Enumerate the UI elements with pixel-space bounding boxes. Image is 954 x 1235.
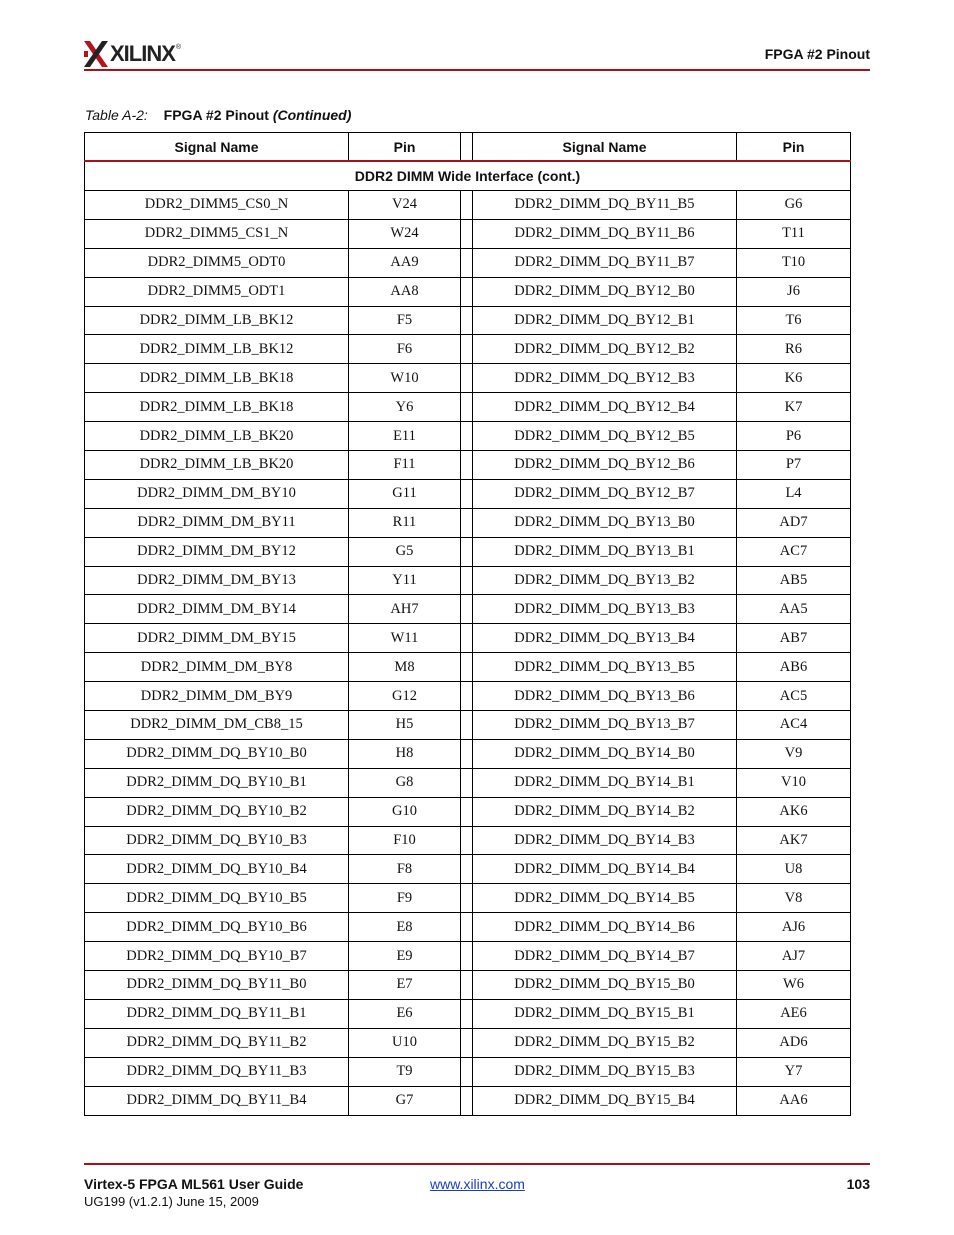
pin-left: Y11 [349,566,461,595]
column-gap [461,335,473,364]
signal-name-left: DDR2_DIMM_DM_BY12 [85,537,349,566]
pin-right: AK7 [737,826,851,855]
signal-name-left: DDR2_DIMM_DQ_BY11_B2 [85,1028,349,1057]
pin-right: K7 [737,393,851,422]
signal-name-left: DDR2_DIMM5_ODT0 [85,248,349,277]
pin-left: F10 [349,826,461,855]
column-gap [461,306,473,335]
table-row [85,537,851,566]
pin-right: AD6 [737,1028,851,1057]
pin-left: G11 [349,479,461,508]
column-gap [461,653,473,682]
signal-name-left: DDR2_DIMM_LB_BK20 [85,422,349,451]
pin-right: K6 [737,364,851,393]
pin-left: F6 [349,335,461,364]
column-gap [461,711,473,740]
header-signal-name-left: Signal Name [85,133,349,162]
signal-name-right: DDR2_DIMM_DQ_BY12_B7 [473,479,737,508]
signal-name-right: DDR2_DIMM_DQ_BY15_B2 [473,1028,737,1057]
pin-right: V8 [737,884,851,913]
pin-left: F5 [349,306,461,335]
pin-left: E11 [349,422,461,451]
pin-right: L4 [737,479,851,508]
pin-left: G8 [349,768,461,797]
signal-name-left: DDR2_DIMM_DM_BY9 [85,682,349,711]
pin-right: AE6 [737,999,851,1028]
caption-label: Table A-2: [85,107,148,123]
signal-name-left: DDR2_DIMM_DQ_BY10_B4 [85,855,349,884]
table-row [85,364,851,393]
column-gap [461,479,473,508]
pin-left: H5 [349,711,461,740]
signal-name-right: DDR2_DIMM_DQ_BY12_B6 [473,451,737,480]
signal-name-left: DDR2_DIMM_DQ_BY10_B2 [85,797,349,826]
pin-left: V24 [349,191,461,220]
pin-left: G5 [349,537,461,566]
signal-name-right: DDR2_DIMM_DQ_BY14_B4 [473,855,737,884]
table-row [85,508,851,537]
page-number: 103 [846,1176,870,1192]
table-header-row [85,133,851,162]
signal-name-right: DDR2_DIMM_DQ_BY11_B6 [473,219,737,248]
table-row [85,595,851,624]
pin-left: E7 [349,971,461,1000]
pin-left: E6 [349,999,461,1028]
pin-left: W24 [349,219,461,248]
table-row [85,479,851,508]
signal-name-right: DDR2_DIMM_DQ_BY12_B2 [473,335,737,364]
column-gap [461,971,473,1000]
signal-name-left: DDR2_DIMM_DQ_BY10_B5 [85,884,349,913]
pin-left: G10 [349,797,461,826]
table-row [85,797,851,826]
pin-right: T11 [737,219,851,248]
pin-right: W6 [737,971,851,1000]
column-gap [461,537,473,566]
signal-name-left: DDR2_DIMM5_CS0_N [85,191,349,220]
pin-right: AA5 [737,595,851,624]
table-row [85,653,851,682]
pin-right: T10 [737,248,851,277]
caption-title: FPGA #2 Pinout [163,107,269,123]
signal-name-right: DDR2_DIMM_DQ_BY13_B0 [473,508,737,537]
table-row [85,335,851,364]
pin-left: F8 [349,855,461,884]
signal-name-right: DDR2_DIMM_DQ_BY15_B3 [473,1057,737,1086]
column-gap [461,191,473,220]
signal-name-left: DDR2_DIMM_DM_BY11 [85,508,349,537]
column-gap [461,1028,473,1057]
column-gap [461,855,473,884]
pin-left: U10 [349,1028,461,1057]
signal-name-right: DDR2_DIMM_DQ_BY13_B2 [473,566,737,595]
table-row [85,1028,851,1057]
signal-name-right: DDR2_DIMM_DQ_BY12_B4 [473,393,737,422]
signal-name-left: DDR2_DIMM_DQ_BY10_B7 [85,942,349,971]
footer-doc-title: Virtex-5 FPGA ML561 User Guide [84,1176,304,1192]
pin-left: F11 [349,451,461,480]
pin-right: AB5 [737,566,851,595]
table-row [85,942,851,971]
column-gap [461,942,473,971]
signal-name-right: DDR2_DIMM_DQ_BY12_B3 [473,364,737,393]
signal-name-right: DDR2_DIMM_DQ_BY15_B1 [473,999,737,1028]
signal-name-left: DDR2_DIMM_DQ_BY10_B6 [85,913,349,942]
signal-name-right: DDR2_DIMM_DQ_BY12_B5 [473,422,737,451]
pin-left: T9 [349,1057,461,1086]
table-row [85,884,851,913]
pin-left: E8 [349,913,461,942]
pin-right: P7 [737,451,851,480]
pin-left: W11 [349,624,461,653]
header-signal-name-right: Signal Name [473,133,737,162]
column-gap [461,277,473,306]
pin-right: AD7 [737,508,851,537]
signal-name-left: DDR2_DIMM_DQ_BY11_B4 [85,1086,349,1115]
header-pin-left: Pin [349,133,461,162]
pin-right: V10 [737,768,851,797]
footer-website-link[interactable]: www.xilinx.com [430,1176,525,1192]
table-row [85,999,851,1028]
signal-name-right: DDR2_DIMM_DQ_BY14_B1 [473,768,737,797]
pin-right: AJ6 [737,913,851,942]
signal-name-right: DDR2_DIMM_DQ_BY11_B7 [473,248,737,277]
column-gap [461,133,473,162]
signal-name-right: DDR2_DIMM_DQ_BY13_B5 [473,653,737,682]
table-caption [85,107,351,123]
pin-left: G7 [349,1086,461,1115]
table-row [85,624,851,653]
table-row [85,248,851,277]
signal-name-left: DDR2_DIMM_DQ_BY10_B3 [85,826,349,855]
column-gap [461,884,473,913]
column-gap [461,451,473,480]
signal-name-left: DDR2_DIMM_LB_BK12 [85,335,349,364]
signal-name-left: DDR2_DIMM_DM_BY14 [85,595,349,624]
signal-name-left: DDR2_DIMM_LB_BK18 [85,393,349,422]
column-gap [461,566,473,595]
signal-name-left: DDR2_DIMM_DM_CB8_15 [85,711,349,740]
column-gap [461,595,473,624]
table-row [85,191,851,220]
column-gap [461,682,473,711]
column-gap [461,999,473,1028]
pin-left: E9 [349,942,461,971]
signal-name-right: DDR2_DIMM_DQ_BY12_B1 [473,306,737,335]
signal-name-right: DDR2_DIMM_DQ_BY14_B6 [473,913,737,942]
signal-name-left: DDR2_DIMM_DM_BY13 [85,566,349,595]
signal-name-right: DDR2_DIMM_DQ_BY14_B3 [473,826,737,855]
pin-left: AA8 [349,277,461,306]
column-gap [461,393,473,422]
signal-name-left: DDR2_DIMM_DM_BY8 [85,653,349,682]
signal-name-left: DDR2_DIMM_DQ_BY10_B1 [85,768,349,797]
table-row [85,913,851,942]
signal-name-right: DDR2_DIMM_DQ_BY14_B7 [473,942,737,971]
signal-name-right: DDR2_DIMM_DQ_BY15_B0 [473,971,737,1000]
pin-right: V9 [737,739,851,768]
pin-right: AB7 [737,624,851,653]
table-row [85,451,851,480]
table-row [85,711,851,740]
caption-continued: (Continued) [272,107,352,123]
table-row [85,566,851,595]
pin-right: U8 [737,855,851,884]
signal-name-right: DDR2_DIMM_DQ_BY14_B5 [473,884,737,913]
table-row [85,393,851,422]
pin-right: AC4 [737,711,851,740]
table-row [85,682,851,711]
footer-rule [84,1163,870,1165]
pin-left: M8 [349,653,461,682]
column-gap [461,219,473,248]
xilinx-logo [84,40,181,68]
pin-right: T6 [737,306,851,335]
table-row [85,855,851,884]
signal-name-right: DDR2_DIMM_DQ_BY13_B7 [473,711,737,740]
signal-name-right: DDR2_DIMM_DQ_BY15_B4 [473,1086,737,1115]
column-gap [461,624,473,653]
pinout-table [84,132,851,1116]
pin-right: R6 [737,335,851,364]
signal-name-left: DDR2_DIMM_LB_BK20 [85,451,349,480]
signal-name-right: DDR2_DIMM_DQ_BY13_B6 [473,682,737,711]
signal-name-left: DDR2_DIMM_LB_BK18 [85,364,349,393]
table-row [85,306,851,335]
table-row [85,739,851,768]
xilinx-x-icon [84,41,108,67]
pin-left: G12 [349,682,461,711]
footer-doc-version: UG199 (v1.2.1) June 15, 2009 [84,1194,259,1209]
column-gap [461,826,473,855]
pin-left: AH7 [349,595,461,624]
signal-name-left: DDR2_DIMM5_CS1_N [85,219,349,248]
table-row [85,277,851,306]
group-row [85,161,851,191]
column-gap [461,508,473,537]
pin-right: AC7 [737,537,851,566]
signal-name-left: DDR2_DIMM5_ODT1 [85,277,349,306]
signal-name-left: DDR2_DIMM_DM_BY15 [85,624,349,653]
pin-right: J6 [737,277,851,306]
signal-name-left: DDR2_DIMM_DM_BY10 [85,479,349,508]
pin-left: H8 [349,739,461,768]
column-gap [461,913,473,942]
pin-left: W10 [349,364,461,393]
pin-right: AJ7 [737,942,851,971]
signal-name-right: DDR2_DIMM_DQ_BY13_B3 [473,595,737,624]
signal-name-left: DDR2_DIMM_DQ_BY11_B3 [85,1057,349,1086]
column-gap [461,797,473,826]
column-gap [461,1057,473,1086]
table-row [85,422,851,451]
pin-right: P6 [737,422,851,451]
signal-name-left: DDR2_DIMM_DQ_BY11_B0 [85,971,349,1000]
signal-name-right: DDR2_DIMM_DQ_BY12_B0 [473,277,737,306]
signal-name-right: DDR2_DIMM_DQ_BY13_B4 [473,624,737,653]
pin-left: AA9 [349,248,461,277]
pin-right: AB6 [737,653,851,682]
signal-name-left: DDR2_DIMM_DQ_BY11_B1 [85,999,349,1028]
signal-name-right: DDR2_DIMM_DQ_BY14_B2 [473,797,737,826]
pin-right: G6 [737,191,851,220]
pin-left: F9 [349,884,461,913]
signal-name-right: DDR2_DIMM_DQ_BY13_B1 [473,537,737,566]
signal-name-left: DDR2_DIMM_DQ_BY10_B0 [85,739,349,768]
column-gap [461,1086,473,1115]
signal-name-right: DDR2_DIMM_DQ_BY14_B0 [473,739,737,768]
header-pin-right: Pin [737,133,851,162]
column-gap [461,422,473,451]
footer-doc-info [84,1176,303,1209]
signal-name-right: DDR2_DIMM_DQ_BY11_B5 [473,191,737,220]
pin-right: AK6 [737,797,851,826]
logo-text: XILINX [110,41,175,66]
column-gap [461,768,473,797]
pin-right: AC5 [737,682,851,711]
section-title: FPGA #2 Pinout [764,46,870,62]
table-row [85,971,851,1000]
column-gap [461,739,473,768]
table-row [85,1057,851,1086]
table-row [85,826,851,855]
pin-left: R11 [349,508,461,537]
header-rule [84,69,870,71]
group-title: DDR2 DIMM Wide Interface (cont.) [85,161,851,191]
signal-name-left: DDR2_DIMM_LB_BK12 [85,306,349,335]
column-gap [461,248,473,277]
pin-right: AA6 [737,1086,851,1115]
registered-mark: ® [175,44,182,51]
table-row [85,768,851,797]
pin-left: Y6 [349,393,461,422]
pin-right: Y7 [737,1057,851,1086]
column-gap [461,364,473,393]
table-row [85,1086,851,1115]
table-row [85,219,851,248]
